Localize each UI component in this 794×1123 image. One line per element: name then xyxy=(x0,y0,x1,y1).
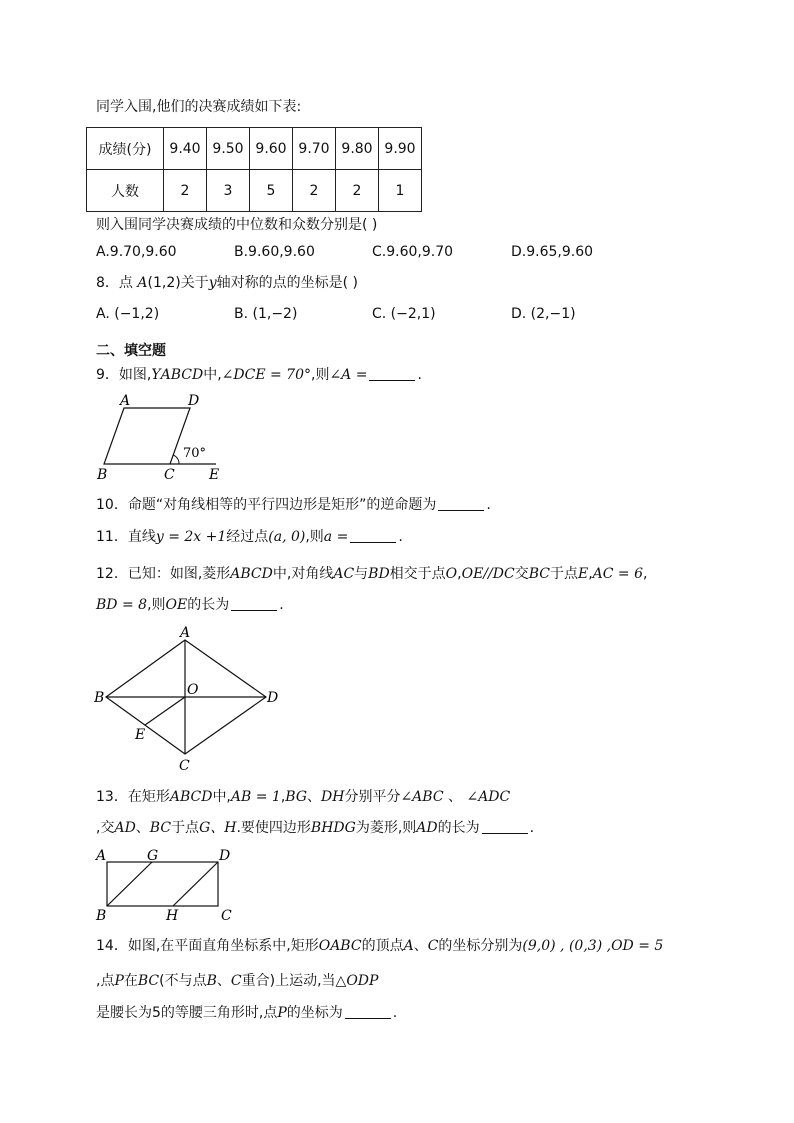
table-cell: 5 xyxy=(250,170,293,212)
q13-var: G、H xyxy=(199,820,237,836)
segment-oe xyxy=(145,697,185,725)
q14-var: △ODP xyxy=(335,973,379,989)
q14-line-3 xyxy=(96,1004,397,1022)
q14-var: OD = 5 xyxy=(611,938,664,954)
q14-text: 14．如图,在平面直角坐标系中,矩形 xyxy=(96,938,319,954)
q12-text: ,则 xyxy=(147,597,166,613)
q14-text: 、 xyxy=(413,938,428,954)
q9-question xyxy=(96,366,422,384)
q7-intro: 同学入围,他们的决赛成绩如下表: xyxy=(96,99,302,115)
q13-var: AD xyxy=(114,820,136,836)
q12-line-1 xyxy=(96,565,647,583)
q13-line-2 xyxy=(96,819,534,837)
q12-var: OE//DC xyxy=(461,566,515,582)
label-b: B xyxy=(97,467,108,482)
q8-num: 8．点 xyxy=(96,275,133,291)
table-cell: 9.40 xyxy=(164,128,207,170)
label-h: H xyxy=(166,908,179,924)
q13-text: 中, xyxy=(212,789,231,805)
table-cell: 3 xyxy=(207,170,250,212)
q11-eq: y = 2x +1 xyxy=(155,529,227,545)
q14-line-2 xyxy=(96,972,378,990)
table-cell: 2 xyxy=(293,170,336,212)
q13-text: . xyxy=(529,820,535,836)
label-b: B xyxy=(96,908,107,924)
table-cell: 9.70 xyxy=(293,128,336,170)
q14-text: 重合)上运动,当 xyxy=(241,973,336,989)
q13-text: 分别平分 xyxy=(344,789,401,805)
q14-var: C xyxy=(427,938,439,954)
answer-blank[interactable] xyxy=(231,596,277,611)
q12-text: , xyxy=(643,566,648,582)
q12-var: AC = 6 xyxy=(592,566,644,582)
q7-option-a: A.9.70,9.60 xyxy=(96,244,177,260)
table-row xyxy=(87,128,422,170)
q8-axis: y xyxy=(208,275,217,291)
table-cell: 2 xyxy=(164,170,207,212)
q13-var: AB = 1 xyxy=(230,789,281,805)
label-g: G xyxy=(147,848,159,864)
q12-line-2 xyxy=(96,596,284,614)
label-o: O xyxy=(187,682,199,698)
q11-mid: 经过点 xyxy=(226,529,269,545)
q12-text: 交 xyxy=(514,566,529,582)
q13-text: ,交 xyxy=(96,820,115,836)
q13-text: 13．在矩形 xyxy=(96,789,170,805)
q13-var: DH xyxy=(321,789,345,805)
label-c: C xyxy=(164,467,175,482)
q13-text: 、 xyxy=(443,789,467,805)
table-cell: 9.90 xyxy=(379,128,422,170)
q8-option-d: D. (2,−1) xyxy=(511,306,576,322)
segment-dh xyxy=(173,862,218,906)
label-a: A xyxy=(180,625,191,641)
q12-text: 的长为 xyxy=(187,597,230,613)
q9-num: 9．如图, xyxy=(96,367,152,383)
q12-text: 于点 xyxy=(549,566,578,582)
table-cell: 9.80 xyxy=(336,128,379,170)
q13-var: ∠ABC xyxy=(400,789,444,805)
q14-var: P xyxy=(114,973,124,989)
q14-text: 的坐标为 xyxy=(286,1005,343,1021)
q14-text: 是腰长为5的等腰三角形时,点 xyxy=(96,1005,278,1021)
q13-text: 于点 xyxy=(171,820,200,836)
q12-text: 与 xyxy=(354,566,369,582)
q8-coords: (1,2) xyxy=(147,275,181,291)
table-cell: 成绩(分) xyxy=(87,128,164,170)
q14-text: . xyxy=(392,1005,398,1021)
q8-option-b: B. (1,−2) xyxy=(234,306,298,322)
label-a: A xyxy=(120,393,131,409)
q11-question xyxy=(96,528,403,546)
angle-arc xyxy=(173,455,179,464)
rectangle-figure xyxy=(92,846,242,924)
rhombus-figure xyxy=(90,622,290,776)
label-d: D xyxy=(219,848,231,864)
q14-var: C xyxy=(230,973,242,989)
q13-var: BC xyxy=(149,820,172,836)
q10-question xyxy=(96,496,491,514)
q8-question xyxy=(96,274,358,292)
q14-var: B xyxy=(206,973,217,989)
q10-end: . xyxy=(486,497,491,513)
q12-text: . xyxy=(279,597,284,613)
q13-text: 、 xyxy=(135,820,150,836)
q14-var: A xyxy=(403,938,414,954)
answer-blank[interactable] xyxy=(345,1004,391,1019)
q12-text: , xyxy=(457,566,462,582)
table-cell: 1 xyxy=(379,170,422,212)
q12-var: BD xyxy=(368,566,390,582)
q14-text: 在 xyxy=(123,973,138,989)
parallelogram-shape xyxy=(104,408,190,464)
q13-var: ABCD xyxy=(169,789,213,805)
table-cell: 9.60 xyxy=(250,128,293,170)
q11-end: . xyxy=(398,529,403,545)
q14-text: (不与点 xyxy=(159,973,207,989)
q12-var: BD = 8 xyxy=(96,597,148,613)
segment-bg xyxy=(107,862,152,906)
q12-var: E xyxy=(577,566,589,582)
table-cell: 2 xyxy=(336,170,379,212)
q13-var: BHDG xyxy=(310,820,356,836)
rectangle-shape xyxy=(107,862,218,906)
q13-text: .要使四边形 xyxy=(236,820,311,836)
label-b: B xyxy=(94,690,105,706)
answer-blank[interactable] xyxy=(438,496,484,511)
q14-var: OABC xyxy=(318,938,362,954)
label-e: E xyxy=(209,467,220,482)
q14-var: (9,0) , (0,3) , xyxy=(522,938,612,954)
answer-blank[interactable] xyxy=(482,819,528,834)
table-row xyxy=(87,170,422,212)
q14-var: P xyxy=(277,1005,287,1021)
q8-point: A xyxy=(137,275,148,291)
section-title: 二、填空题 xyxy=(96,343,166,359)
q14-var: BC xyxy=(137,973,160,989)
q12-var: O xyxy=(445,566,458,582)
q14-text: 的坐标分别为 xyxy=(438,938,523,954)
q9-end: . xyxy=(417,367,422,383)
q9-mid: 中, xyxy=(203,367,222,383)
angle-label: 70° xyxy=(183,446,207,461)
q13-var: ∠ADC xyxy=(466,789,511,805)
q13-text: 、 xyxy=(307,789,322,805)
q8-option-c: C. (−2,1) xyxy=(372,306,436,322)
table-cell: 9.50 xyxy=(207,128,250,170)
q7-option-b: B.9.60,9.60 xyxy=(234,244,315,260)
q13-line-1 xyxy=(96,788,510,806)
q12-var: ABCD xyxy=(230,566,273,582)
q14-text: ,点 xyxy=(96,973,115,989)
q11-num: 11．直线 xyxy=(96,529,156,545)
q7-question: 则入围同学决赛成绩的中位数和众数分别是( ) xyxy=(96,217,378,233)
q11-tail: ,则 xyxy=(305,529,324,545)
q9-tail: ,则 xyxy=(311,367,330,383)
q8-tail: 轴对称的点的坐标是( ) xyxy=(216,275,358,291)
q12-text: , xyxy=(588,566,593,582)
q14-text: 、 xyxy=(216,973,231,989)
q12-var: AC xyxy=(333,566,355,582)
table-cell: 人数 xyxy=(87,170,164,212)
label-c: C xyxy=(179,758,190,774)
q10-text: 10．命题“对角线相等的平行四边形是矩形”的逆命题为 xyxy=(96,497,437,513)
answer-blank[interactable] xyxy=(350,528,396,543)
q12-text: 12．已知：如图,菱形 xyxy=(96,566,231,582)
q12-text: 中,对角线 xyxy=(272,566,334,582)
q9-ask: ∠A = xyxy=(329,367,368,383)
q9-angle: ∠DCE = 70° xyxy=(221,367,311,383)
q11-pt: (a, 0) xyxy=(268,529,306,545)
q12-text: 相交于点 xyxy=(389,566,446,582)
label-d: D xyxy=(267,690,279,706)
q13-text: 为菱形,则 xyxy=(355,820,417,836)
parallelogram-figure xyxy=(92,392,232,482)
label-c: C xyxy=(221,908,232,924)
q11-ask: a = xyxy=(323,529,349,545)
q9-shape: ΥABCD xyxy=(151,367,204,383)
q13-text: 的长为 xyxy=(437,820,480,836)
label-a: A xyxy=(96,848,107,864)
q13-var: AD xyxy=(416,820,438,836)
q14-text: 的顶点 xyxy=(361,938,404,954)
q8-option-a: A. (−1,2) xyxy=(96,306,160,322)
scores-table xyxy=(86,127,422,212)
q7-option-c: C.9.60,9.70 xyxy=(372,244,454,260)
q12-var: BC xyxy=(528,566,550,582)
q14-line-1 xyxy=(96,937,663,955)
q13-text: , xyxy=(280,789,286,805)
q7-option-d: D.9.65,9.60 xyxy=(511,244,594,260)
answer-blank[interactable] xyxy=(369,366,415,381)
q8-mid: 关于 xyxy=(180,275,209,291)
q13-var: BG xyxy=(285,789,308,805)
q12-var: OE xyxy=(165,597,188,613)
label-d: D xyxy=(188,393,200,409)
label-e: E xyxy=(135,727,146,743)
